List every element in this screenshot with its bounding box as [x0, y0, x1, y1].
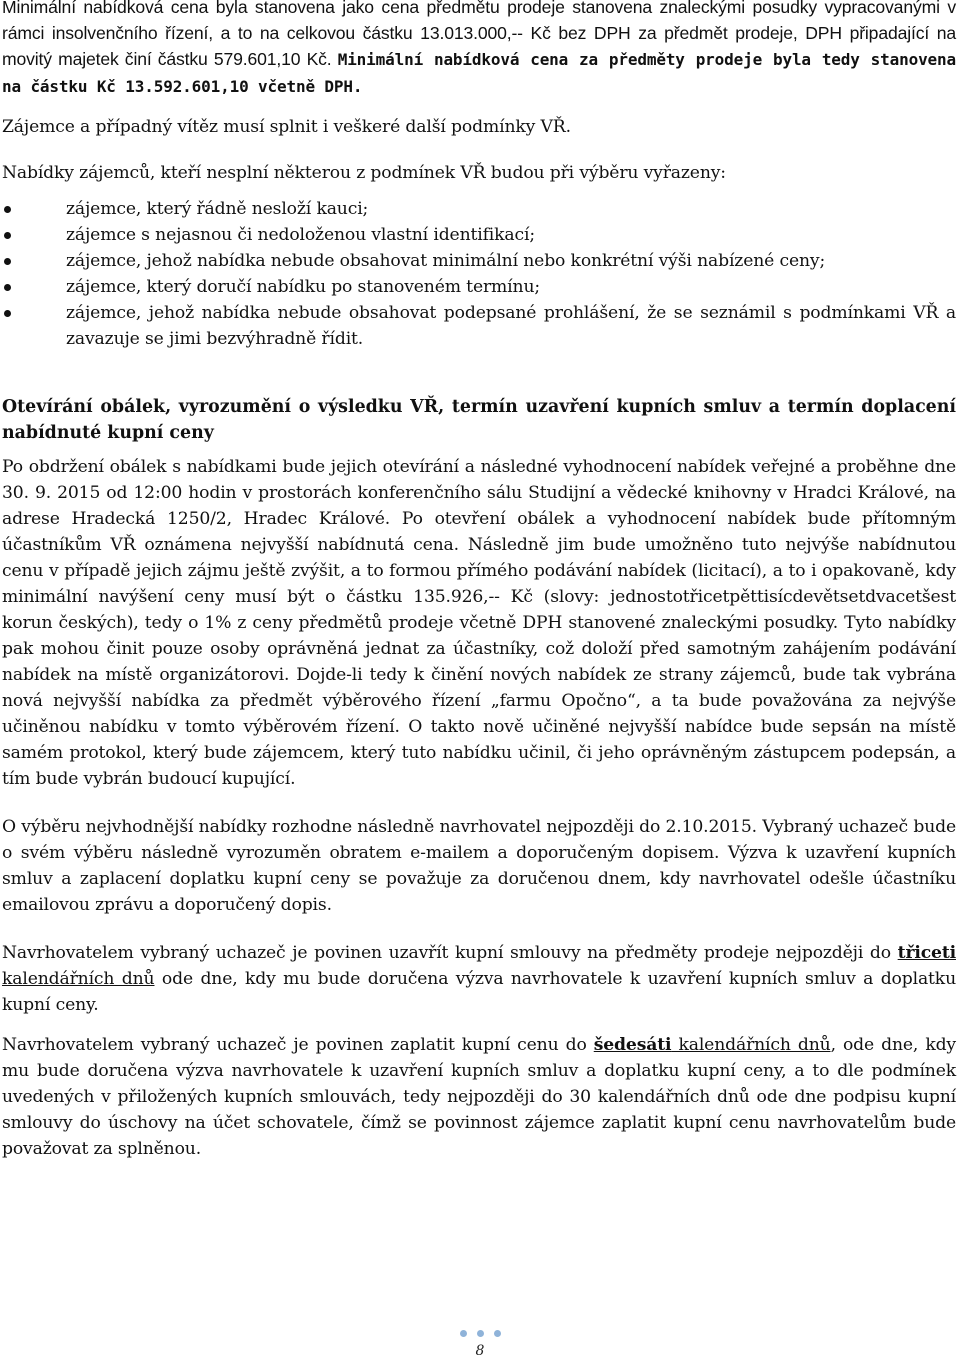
- opening-paragraph: Po obdržení obálek s nabídkami bude jejich otevírání a následné vyhodnocení nabídek veřejné a proběhne dne 30. 9. 2015 od 12:00 hodin v prostorách konferenčního sálu Studijní a vědecké knihovny v Hradci Králové, na adrese Hradecká 1250/2, Hradec Králové. Po otevření obálek a vyhodnocení nabídek bude přítomným účastníkům VŘ oznámena nejvyšší nabídnutá cena. Následně jim bude umožněno tuto nejvýše nabídnutou cenu v případě jejich zájmu ještě zvýšit, a to formou přímého podávání nabídek (licitací), a to i opakovaně, kdy minimální navýšení ceny musí být o částku 135.926,-- Kč (slovy: jednostotřicetpěttisícdevětsetdvacetšest korun českých), tedy o 1% z ceny předmětů prodeje včetně DPH stanovené znaleckými posudky. Tyto nabídky pak mohou činit pouze osoby oprávněná jednat za účastníky, což doloží před samotným zahájením podávání nabídek na místě organizátorovi. Dojde-li tedy k činění nových nabídek ze strany zájemců, bude tak vybrána nová nejvyšší nabídka za předmět výběrového řízení „farmu Opočno“, a ta bude považována za nejvýše učiněnou nabídku v tomto výběrovém řízení. O takto nově učiněné nejvyšší nabídce bude sepsán na místě samém protokol, který bude zájemcem, který tuto nabídku učinil, či jeho oprávněným zástupcem podepsán, a tím bude vybrán budoucí kupující.: [2, 457, 956, 789]
- payment-days-unit: kalendářních dnů: [671, 1035, 831, 1055]
- list-item: [2, 196, 956, 222]
- document-page: [2, 0, 956, 1162]
- page-footer: [0, 1330, 960, 1359]
- contract-days-unit: kalendářních dnů: [2, 969, 155, 989]
- bullet-icon: [4, 232, 11, 239]
- minimum-price-statement: Minimální nabídková cena za předměty prodeje byla tedy stanovena na částku Kč 13.592.601,10 včetně DPH.: [2, 50, 956, 96]
- contract-text-start: Navrhovatelem vybraný uchazeč je povinen uzavřít kupní smlouvy na předměty prodeje nejpozději do: [2, 943, 898, 963]
- list-item: [2, 300, 956, 352]
- list-item: [2, 222, 956, 248]
- footer-dot: [477, 1330, 484, 1337]
- contract-deadline-paragraph: [2, 940, 956, 1018]
- conditions-paragraph: Zájemce a případný vítěz musí splnit i veškeré další podmínky VŘ.: [2, 117, 571, 137]
- selection-paragraph: O výběru nejvhodnější nabídky rozhodne následně navrhovatel nejpozději do 2.10.2015. Vybraný uchazeč bude o svém výběru následně vyrozuměn obratem e-mailem a doporučeným dopisem. Výzva k uzavření kupních smluv a zaplacení doplatku kupní ceny se považuje za doručenou dnem, kdy navrhovatel odešle účastníku emailovou zprávu a doporučený dopis.: [2, 817, 956, 915]
- footer-dots-icon: [0, 1330, 960, 1337]
- list-item-text: zájemce s nejasnou či nedoloženou vlastní identifikací;: [66, 225, 535, 245]
- list-item: [2, 248, 956, 274]
- list-item: [2, 274, 956, 300]
- list-item-text: zájemce, který řádně nesloží kauci;: [66, 199, 369, 219]
- list-item-text: zájemce, jehož nabídka nebude obsahovat minimální nebo konkrétní výši nabízené ceny;: [66, 251, 826, 271]
- bullet-icon: [4, 284, 11, 291]
- bullet-icon: [4, 258, 11, 265]
- contract-text-end: ode dne, kdy mu bude doručena výzva navrhovatele k uzavření kupních smluv a doplatku kupní ceny.: [2, 969, 956, 1015]
- payment-text-end: , ode dne, kdy mu bude doručena výzva navrhovatele k uzavření kupních smluv a doplatku kupní ceny, a to dle podmínek uvedených v přiložených kupních smlouvách, tedy nejpozději do 30 kalendářních dnů ode dne podpisu kupní smlouvy do úschovy na účet schovatele, čímž se povinnost zájemce zaplatit kupní cenu navrhovatelům bude považovat za splněnou.: [2, 1035, 956, 1159]
- list-item-text: zájemce, jehož nabídka nebude obsahovat podepsané prohlášení, že se seznámil s podmínkami VŘ a zavazuje se jimi bezvýhradně řídit.: [66, 303, 956, 349]
- exclusion-intro: Nabídky zájemců, kteří nesplní některou z podmínek VŘ budou při výběru vyřazeny:: [2, 163, 726, 183]
- intro-paragraph: [2, 0, 956, 100]
- payment-days-word: šedesáti: [593, 1035, 672, 1055]
- page-number: 8: [475, 1343, 485, 1359]
- intro-text: Minimální nabídková cena byla stanovena jako cena předmětu prodeje stanovena znaleckými posudky vypracovanými v rámci insolvenčního řízení, a to na celkovou částku 13.013.000,-- Kč bez DPH za předmět prodeje, DPH připadající na movitý majetek činí částku 579.601,10 Kč.: [2, 0, 956, 69]
- bullet-icon: [4, 310, 11, 317]
- footer-dot: [460, 1330, 467, 1337]
- contract-days-word: třiceti: [897, 943, 956, 963]
- bullet-icon: [4, 206, 11, 213]
- section-heading: Otevírání obálek, vyrozumění o výsledku VŘ, termín uzavření kupních smluv a termín doplacení nabídnuté kupní ceny: [2, 397, 956, 443]
- exclusion-list: [2, 196, 956, 352]
- footer-dot: [494, 1330, 501, 1337]
- payment-text-start: Navrhovatelem vybraný uchazeč je povinen zaplatit kupní cenu do: [2, 1035, 594, 1055]
- list-item-text: zájemce, který doručí nabídku po stanoveném termínu;: [66, 277, 541, 297]
- payment-deadline-paragraph: [2, 1032, 956, 1162]
